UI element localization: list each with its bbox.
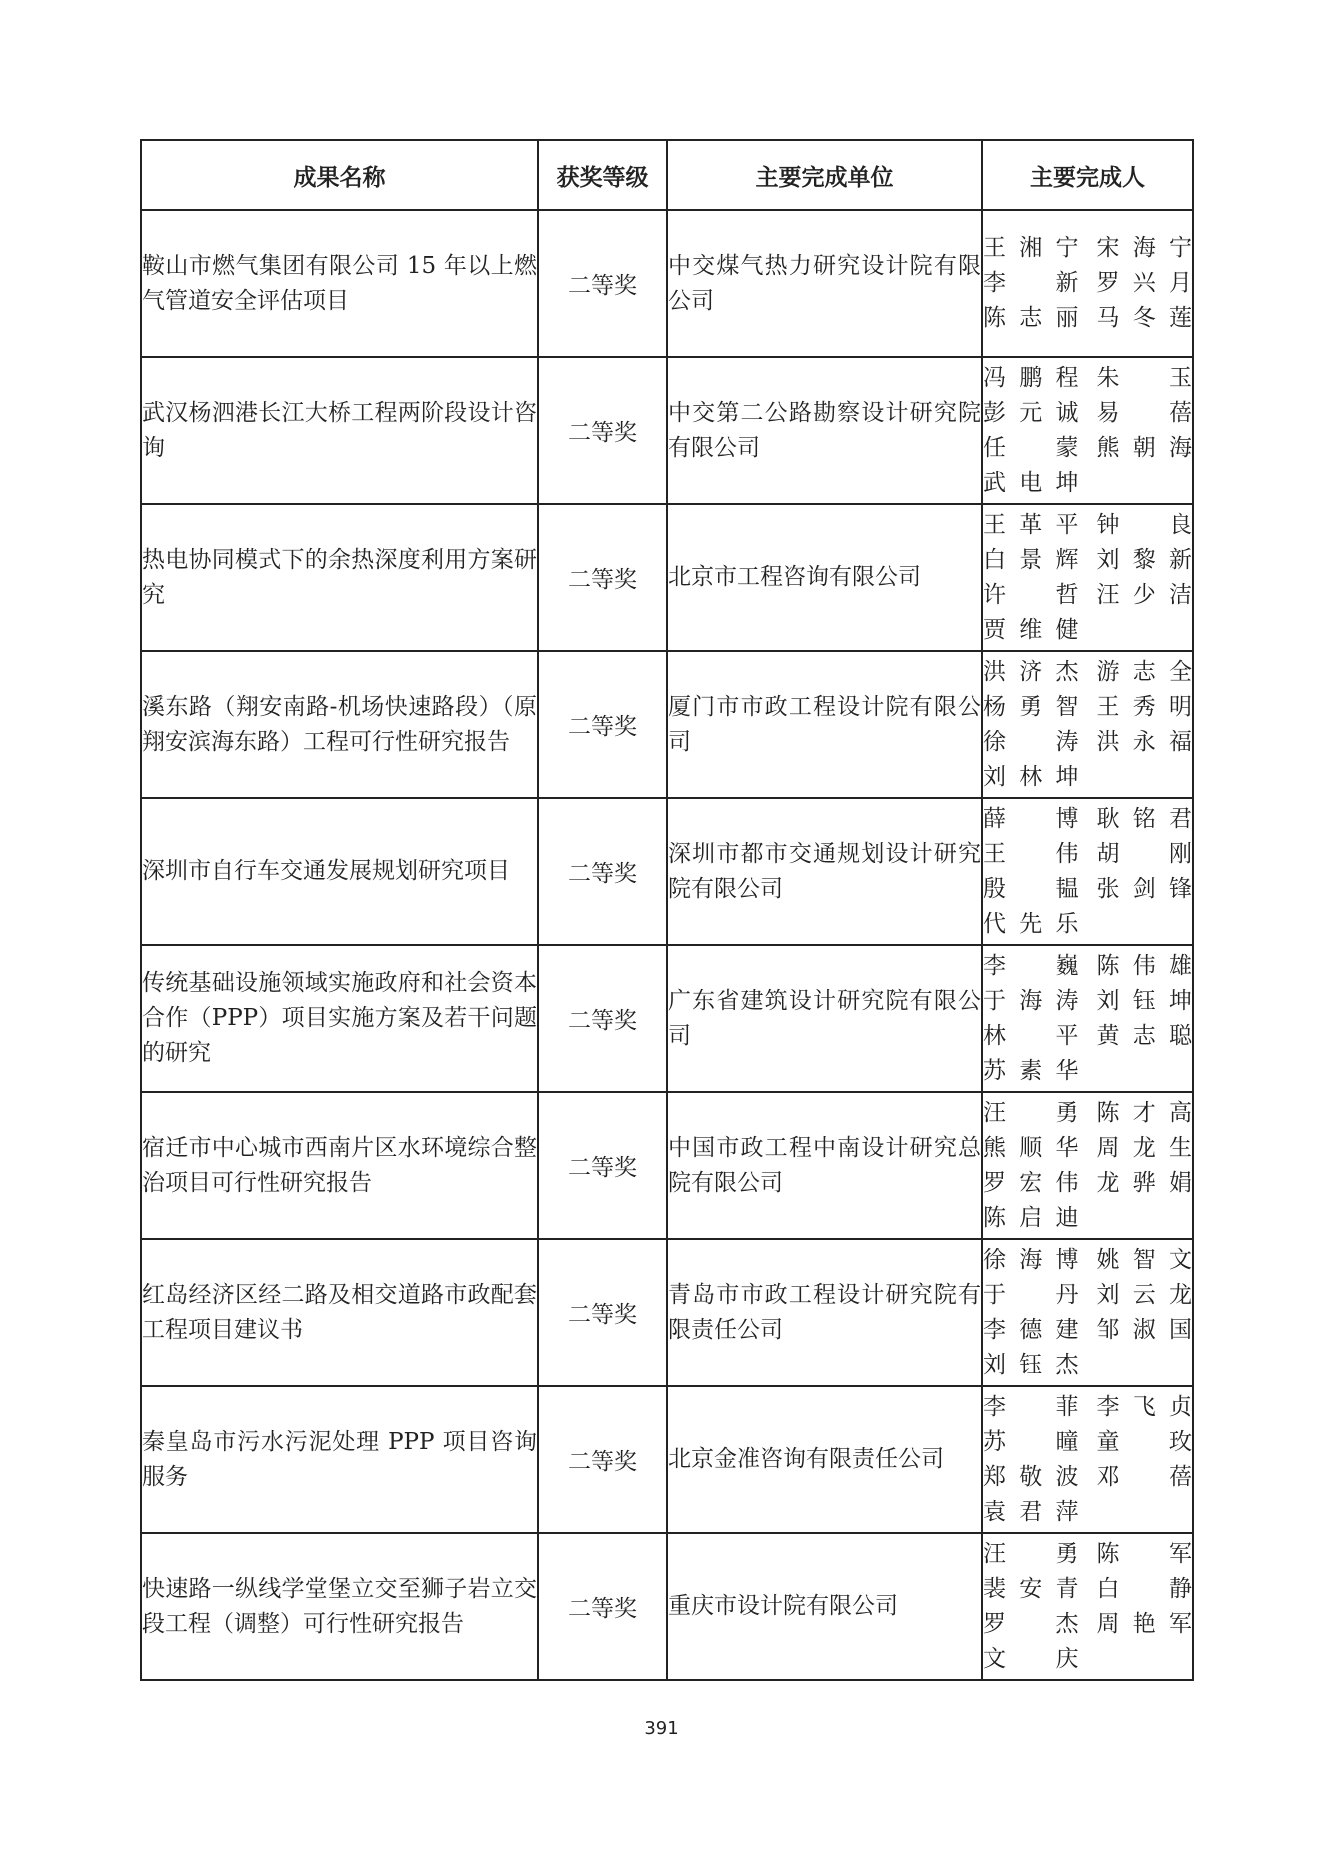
person-name: 彭元诚 [983, 399, 1079, 426]
header-achievement-name: 成果名称 [141, 140, 538, 210]
person-name: 胡 刚 [1096, 840, 1192, 867]
person-name: 洪济杰 [983, 658, 1079, 685]
table-row [141, 651, 1193, 798]
person-name: 耿铭君 [1096, 805, 1192, 832]
table-row [141, 1386, 1193, 1533]
person-name: 熊朝海 [1096, 434, 1192, 461]
person-name: 许 哲 [983, 581, 1079, 608]
header-award-level: 获奖等级 [538, 140, 667, 210]
person-name: 苏 曈 [983, 1428, 1079, 1455]
main-people-cell [982, 1386, 1193, 1533]
person-name: 姚智文 [1096, 1246, 1192, 1273]
people-list [983, 508, 1192, 648]
main-unit-cell: 北京金准咨询有限责任公司 [667, 1386, 982, 1533]
person-name: 陈启迪 [983, 1204, 1079, 1231]
person-name: 刘云龙 [1096, 1281, 1192, 1308]
people-list [983, 655, 1192, 795]
person-name: 罗宏伟 [983, 1169, 1079, 1196]
person-name: 罗兴月 [1096, 270, 1192, 296]
person-name: 徐 涛 [983, 728, 1079, 755]
person-name: 徐海博 [983, 1246, 1079, 1273]
award-level-cell: 二等奖 [538, 1386, 667, 1533]
header-main-unit: 主要完成单位 [667, 140, 982, 210]
person-name: 洪永福 [1096, 728, 1192, 755]
main-people-cell [982, 798, 1193, 945]
person-name: 陈伟雄 [1096, 952, 1192, 979]
award-level-cell: 二等奖 [538, 651, 667, 798]
person-name: 汪 勇 [983, 1099, 1079, 1126]
table-row [141, 1092, 1193, 1239]
person-name: 陈才高 [1096, 1099, 1192, 1126]
person-name: 王湘宁 [983, 235, 1079, 261]
people-list [983, 1096, 1192, 1236]
person-name: 薛 博 [983, 805, 1079, 832]
person-name: 林 平 [983, 1022, 1079, 1049]
person-name: 苏素华 [983, 1057, 1079, 1084]
table-row [141, 1239, 1193, 1386]
people-list [983, 231, 1192, 336]
person-name: 李 菲 [983, 1393, 1079, 1420]
achievement-name-cell: 秦皇岛市污水污泥处理 PPP 项目咨询服务 [141, 1386, 538, 1533]
person-name: 郑敬波 [983, 1463, 1079, 1490]
person-name: 李飞贞 [1096, 1393, 1192, 1420]
person-name: 刘黎新 [1096, 546, 1192, 573]
person-name: 罗 杰 [983, 1610, 1079, 1637]
person-name: 宋海宁 [1096, 235, 1192, 261]
person-name: 白 静 [1096, 1575, 1192, 1602]
table-row [141, 1533, 1193, 1680]
person-name: 袁君萍 [983, 1498, 1079, 1525]
award-level-cell: 二等奖 [538, 1239, 667, 1386]
people-list [983, 1537, 1192, 1677]
person-name: 冯鹏程 [983, 364, 1079, 391]
main-people-cell [982, 1239, 1193, 1386]
person-name: 朱 玉 [1096, 364, 1192, 391]
achievement-name-cell: 快速路一纵线学堂堡立交至狮子岩立交段工程（调整）可行性研究报告 [141, 1533, 538, 1680]
person-name: 李 新 [983, 270, 1079, 296]
award-level-cell: 二等奖 [538, 798, 667, 945]
person-name: 李德建 [983, 1316, 1079, 1343]
main-unit-cell: 广东省建筑设计研究院有限公司 [667, 945, 982, 1092]
person-name: 杨勇智 [983, 693, 1079, 720]
people-list [983, 802, 1192, 942]
table-row [141, 357, 1193, 504]
main-unit-cell: 青岛市市政工程设计研究院有限责任公司 [667, 1239, 982, 1386]
person-name: 汪少洁 [1096, 581, 1192, 608]
award-level-cell: 二等奖 [538, 210, 667, 357]
person-name: 汪 勇 [983, 1540, 1079, 1567]
person-name: 张剑锋 [1096, 875, 1192, 902]
main-unit-cell: 中交第二公路勘察设计研究院有限公司 [667, 357, 982, 504]
main-people-cell [982, 945, 1193, 1092]
table-header-row [141, 140, 1193, 210]
achievement-name-cell: 红岛经济区经二路及相交道路市政配套工程项目建议书 [141, 1239, 538, 1386]
table-row [141, 504, 1193, 651]
award-level-cell: 二等奖 [538, 1533, 667, 1680]
person-name: 熊顺华 [983, 1134, 1079, 1161]
person-name: 王秀明 [1096, 693, 1192, 720]
header-main-people: 主要完成人 [982, 140, 1193, 210]
achievement-name-cell: 武汉杨泗港长江大桥工程两阶段设计咨询 [141, 357, 538, 504]
main-unit-cell: 重庆市设计院有限公司 [667, 1533, 982, 1680]
awards-table [140, 139, 1194, 1681]
main-people-cell [982, 1092, 1193, 1239]
person-name: 周龙生 [1096, 1134, 1192, 1161]
person-name: 殷 韫 [983, 875, 1079, 902]
main-unit-cell: 中国市政工程中南设计研究总院有限公司 [667, 1092, 982, 1239]
achievement-name-cell: 传统基础设施领域实施政府和社会资本合作（PPP）项目实施方案及若干问题的研究 [141, 945, 538, 1092]
award-level-cell: 二等奖 [538, 945, 667, 1092]
main-people-cell [982, 357, 1193, 504]
person-name: 钟 良 [1096, 511, 1192, 538]
achievement-name-cell: 鞍山市燃气集团有限公司 15 年以上燃气管道安全评估项目 [141, 210, 538, 357]
person-name: 周艳军 [1096, 1610, 1192, 1637]
person-name: 陈 军 [1096, 1540, 1192, 1567]
main-unit-cell: 北京市工程咨询有限公司 [667, 504, 982, 651]
person-name: 刘林坤 [983, 763, 1079, 790]
person-name: 易 蓓 [1096, 399, 1192, 426]
people-list [983, 361, 1192, 501]
table-row [141, 945, 1193, 1092]
person-name: 白景辉 [983, 546, 1079, 573]
achievement-name-cell: 热电协同模式下的余热深度利用方案研究 [141, 504, 538, 651]
main-unit-cell: 中交煤气热力研究设计院有限公司 [667, 210, 982, 357]
person-name: 王 伟 [983, 840, 1079, 867]
person-name: 任 蒙 [983, 434, 1079, 461]
person-name: 游志全 [1096, 658, 1192, 685]
achievement-name-cell: 宿迁市中心城市西南片区水环境综合整治项目可行性研究报告 [141, 1092, 538, 1239]
main-people-cell [982, 651, 1193, 798]
award-level-cell: 二等奖 [538, 504, 667, 651]
person-name: 童 玫 [1096, 1428, 1192, 1455]
person-name: 刘钰坤 [1096, 987, 1192, 1014]
person-name: 于海涛 [983, 987, 1079, 1014]
achievement-name-cell: 深圳市自行车交通发展规划研究项目 [141, 798, 538, 945]
table-row [141, 798, 1193, 945]
person-name: 于 丹 [983, 1281, 1079, 1308]
main-unit-cell: 厦门市市政工程设计院有限公司 [667, 651, 982, 798]
person-name: 贾维健 [983, 616, 1079, 643]
achievement-name-cell: 溪东路（翔安南路-机场快速路段）（原翔安滨海东路）工程可行性研究报告 [141, 651, 538, 798]
person-name: 黄志聪 [1096, 1022, 1192, 1049]
main-people-cell [982, 210, 1193, 357]
people-list [983, 1243, 1192, 1383]
award-level-cell: 二等奖 [538, 1092, 667, 1239]
person-name: 龙骅娟 [1096, 1169, 1192, 1196]
main-people-cell [982, 1533, 1193, 1680]
main-unit-cell: 深圳市都市交通规划设计研究院有限公司 [667, 798, 982, 945]
people-list [983, 1390, 1192, 1530]
person-name: 王革平 [983, 511, 1079, 538]
person-name: 李 巍 [983, 952, 1079, 979]
table-row [141, 210, 1193, 357]
person-name: 刘钰杰 [983, 1351, 1079, 1378]
person-name: 裴安青 [983, 1575, 1079, 1602]
main-people-cell [982, 504, 1193, 651]
person-name: 邹淑国 [1096, 1316, 1192, 1343]
person-name: 代先乐 [983, 910, 1079, 937]
people-list [983, 949, 1192, 1089]
person-name: 陈志丽 [983, 305, 1079, 331]
person-name: 马冬莲 [1096, 305, 1192, 331]
person-name: 文 庆 [983, 1645, 1079, 1672]
person-name: 邓 蓓 [1096, 1463, 1192, 1490]
person-name: 武电坤 [983, 469, 1079, 496]
award-level-cell: 二等奖 [538, 357, 667, 504]
page-number: 391 [644, 1718, 679, 1739]
